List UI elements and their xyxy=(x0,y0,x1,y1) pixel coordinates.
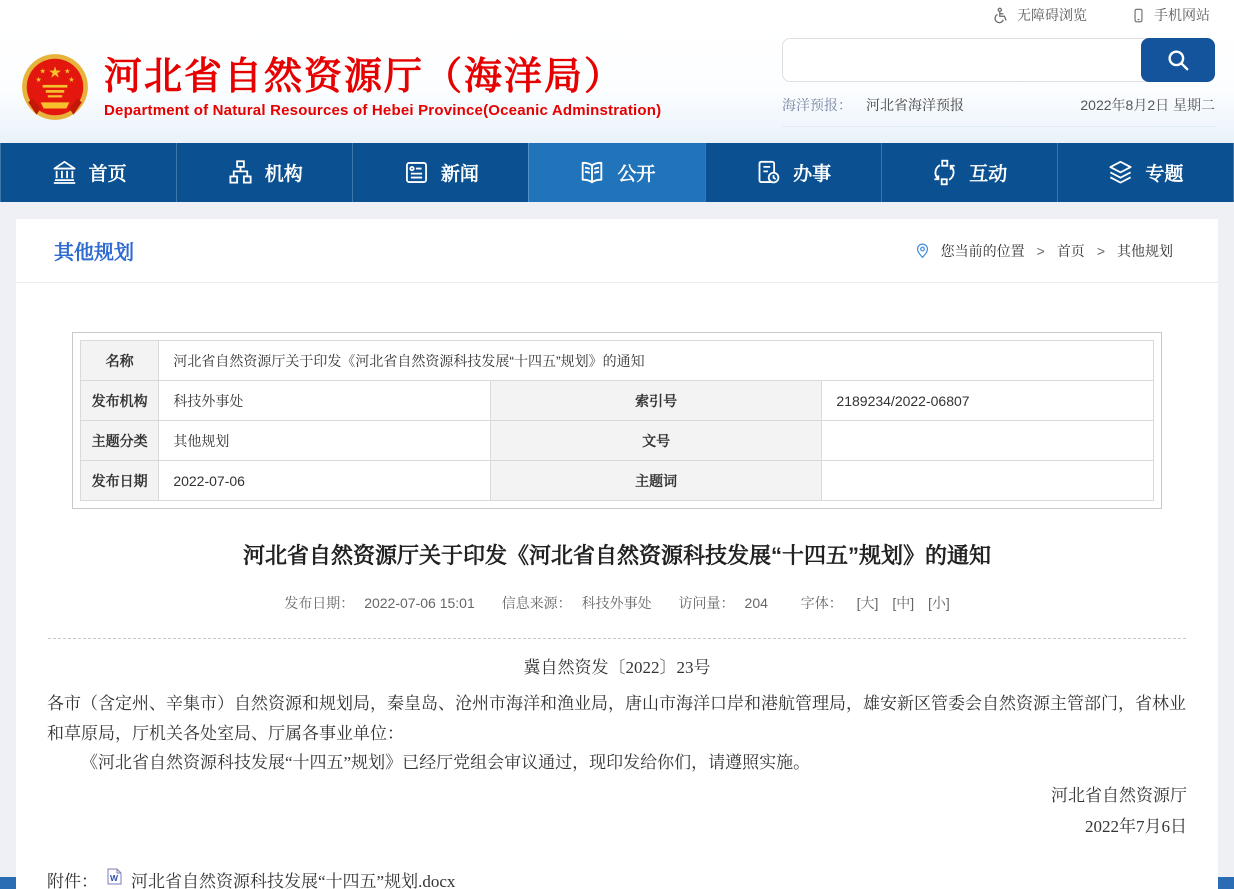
info-value-agency: 科技外事处 xyxy=(159,381,491,421)
publish-date-label: 发布日期： xyxy=(284,595,355,611)
search-input[interactable] xyxy=(782,38,1149,82)
font-size-small-button[interactable]: [小] xyxy=(928,595,950,611)
nav-item-news[interactable] xyxy=(352,143,528,202)
breadcrumb-location-label: 您当前的位置 xyxy=(940,242,1025,259)
main-content xyxy=(16,283,1218,889)
forecast-row xyxy=(782,95,1215,127)
nav-item-label: 新闻 xyxy=(440,164,479,185)
signature-block xyxy=(47,780,1187,843)
forecast-link[interactable]: 河北省海洋预报 xyxy=(866,97,964,113)
breadcrumb-current-link[interactable]: 其他规划 xyxy=(1117,242,1173,259)
source-label: 信息来源： xyxy=(501,595,572,611)
mobile-site-label: 手机网站 xyxy=(1154,7,1210,23)
phone-icon xyxy=(1131,7,1146,24)
accessibility-link[interactable] xyxy=(992,5,1087,25)
document-number: 冀自然资发〔2022〕23号 xyxy=(523,658,711,677)
nav-item-label: 首页 xyxy=(88,164,127,185)
info-label-category: 主题分类 xyxy=(81,421,159,461)
visits-value: 204 xyxy=(744,595,768,611)
main-nav xyxy=(0,143,1234,202)
article-title: 河北省自然资源厅关于印发《河北省自然资源科技发展“十四五”规划》的通知 xyxy=(242,543,991,568)
nav-item-label: 专题 xyxy=(1145,164,1184,185)
search-bar xyxy=(782,38,1215,82)
word-doc-icon xyxy=(107,868,122,885)
info-label-agency: 发布机构 xyxy=(81,381,159,421)
interact-sync-icon xyxy=(931,159,958,186)
breadcrumb-home-link[interactable]: 首页 xyxy=(1056,242,1085,259)
nav-item-org[interactable] xyxy=(176,143,352,202)
font-size-label: 字体： xyxy=(800,595,843,611)
attachment-link[interactable]: 河北省自然资源科技发展“十四五”规划.docx xyxy=(131,871,456,889)
info-value-docno xyxy=(822,421,1154,461)
top-utility-bar xyxy=(0,0,1234,30)
source-value: 科技外事处 xyxy=(581,595,652,611)
site-brand[interactable] xyxy=(0,30,661,143)
current-date: 2022年8月2日 星期二 xyxy=(1080,97,1215,113)
info-value-name: 河北省自然资源厅关于印发《河北省自然资源科技发展“十四五”规划》的通知 xyxy=(159,341,1154,381)
info-value-keywords xyxy=(822,461,1154,501)
info-value-index: 2189234/2022-06807 xyxy=(822,381,1154,421)
info-label-name: 名称 xyxy=(81,341,159,381)
site-title: 河北省自然资源厅（海洋局） xyxy=(104,55,625,98)
info-value-category: 其他规划 xyxy=(159,421,491,461)
attachment-row xyxy=(47,867,1187,889)
table-row xyxy=(81,421,1154,461)
breadcrumb-bar xyxy=(16,219,1218,283)
mobile-site-link[interactable] xyxy=(1131,5,1210,25)
nav-item-label: 机构 xyxy=(264,164,303,185)
layers-icon xyxy=(1107,159,1134,186)
search-button[interactable] xyxy=(1141,38,1215,82)
article-body xyxy=(47,653,1187,889)
svg-text:★: ★ xyxy=(39,66,46,76)
attachment-label: 附件： xyxy=(47,871,98,889)
location-pin-icon xyxy=(914,242,931,259)
svg-text:★: ★ xyxy=(48,64,62,82)
news-icon xyxy=(403,159,430,186)
site-title-block xyxy=(104,56,661,120)
article-meta xyxy=(16,593,1218,613)
dashed-divider xyxy=(48,638,1186,639)
info-label-index: 索引号 xyxy=(490,381,822,421)
breadcrumb xyxy=(914,241,1173,261)
forecast-label: 海洋预报： xyxy=(782,97,852,113)
header-right xyxy=(782,38,1215,143)
font-size-medium-button[interactable]: [中] xyxy=(892,595,915,611)
national-emblem-logo xyxy=(18,51,92,125)
svg-text:★: ★ xyxy=(35,74,42,84)
svg-text:★: ★ xyxy=(64,66,71,76)
org-chart-icon xyxy=(227,159,254,186)
document-info-card xyxy=(72,332,1162,509)
visits-label: 访问量： xyxy=(678,595,735,611)
document-info-table xyxy=(80,340,1154,501)
open-book-icon xyxy=(578,159,606,187)
signature-date: 2022年7月6日 xyxy=(1085,817,1187,837)
info-label-keywords: 主题词 xyxy=(490,461,822,501)
nav-item-label: 互动 xyxy=(969,164,1008,185)
table-row xyxy=(81,461,1154,501)
home-icon xyxy=(51,159,78,186)
breadcrumb-separator: > xyxy=(1096,242,1105,259)
site-subtitle: Department of Natural Resources of Hebei Province(Oceanic Adminstration) xyxy=(104,102,662,120)
info-label-date: 发布日期 xyxy=(81,461,159,501)
article-paragraph: 《河北省自然资源科技发展“十四五”规划》已经厅党组会审议通过，现印发给你们，请遵照实施。 xyxy=(81,753,811,773)
info-label-docno: 文号 xyxy=(490,421,822,461)
site-header xyxy=(0,30,1234,143)
tasks-clock-icon xyxy=(755,159,782,186)
nav-item-topics[interactable] xyxy=(1057,143,1234,202)
table-row xyxy=(81,381,1154,421)
search-icon xyxy=(1165,47,1191,73)
nav-item-home[interactable] xyxy=(0,143,176,202)
nav-item-public[interactable] xyxy=(528,143,704,202)
table-row xyxy=(81,341,1154,381)
nav-item-label: 公开 xyxy=(617,164,656,185)
accessibility-label: 无障碍浏览 xyxy=(1017,7,1087,23)
svg-text:★: ★ xyxy=(68,74,75,84)
signature-org: 河北省自然资源厅 xyxy=(1051,786,1187,805)
svg-text:W: W xyxy=(109,873,119,884)
breadcrumb-separator: > xyxy=(1036,242,1045,259)
nav-item-interact[interactable] xyxy=(881,143,1057,202)
accessibility-icon xyxy=(992,7,1009,24)
font-size-large-button[interactable]: [大] xyxy=(856,595,879,611)
nav-item-label: 办事 xyxy=(793,164,832,185)
publish-date-value: 2022-07-06 15:01 xyxy=(364,595,475,611)
page-title: 其他规划 xyxy=(54,242,134,264)
nav-item-services[interactable] xyxy=(705,143,881,202)
article-paragraph: 各市（含定州、辛集市）自然资源和规划局，秦皇岛、沧州市海洋和渔业局，唐山市海洋口岸和港航管理局，雄安新区管委会自然资源主管部门，省林业和草原局，厅机关各处室局、厅属各事业单位： xyxy=(47,693,1186,743)
info-value-date: 2022-07-06 xyxy=(159,461,491,501)
